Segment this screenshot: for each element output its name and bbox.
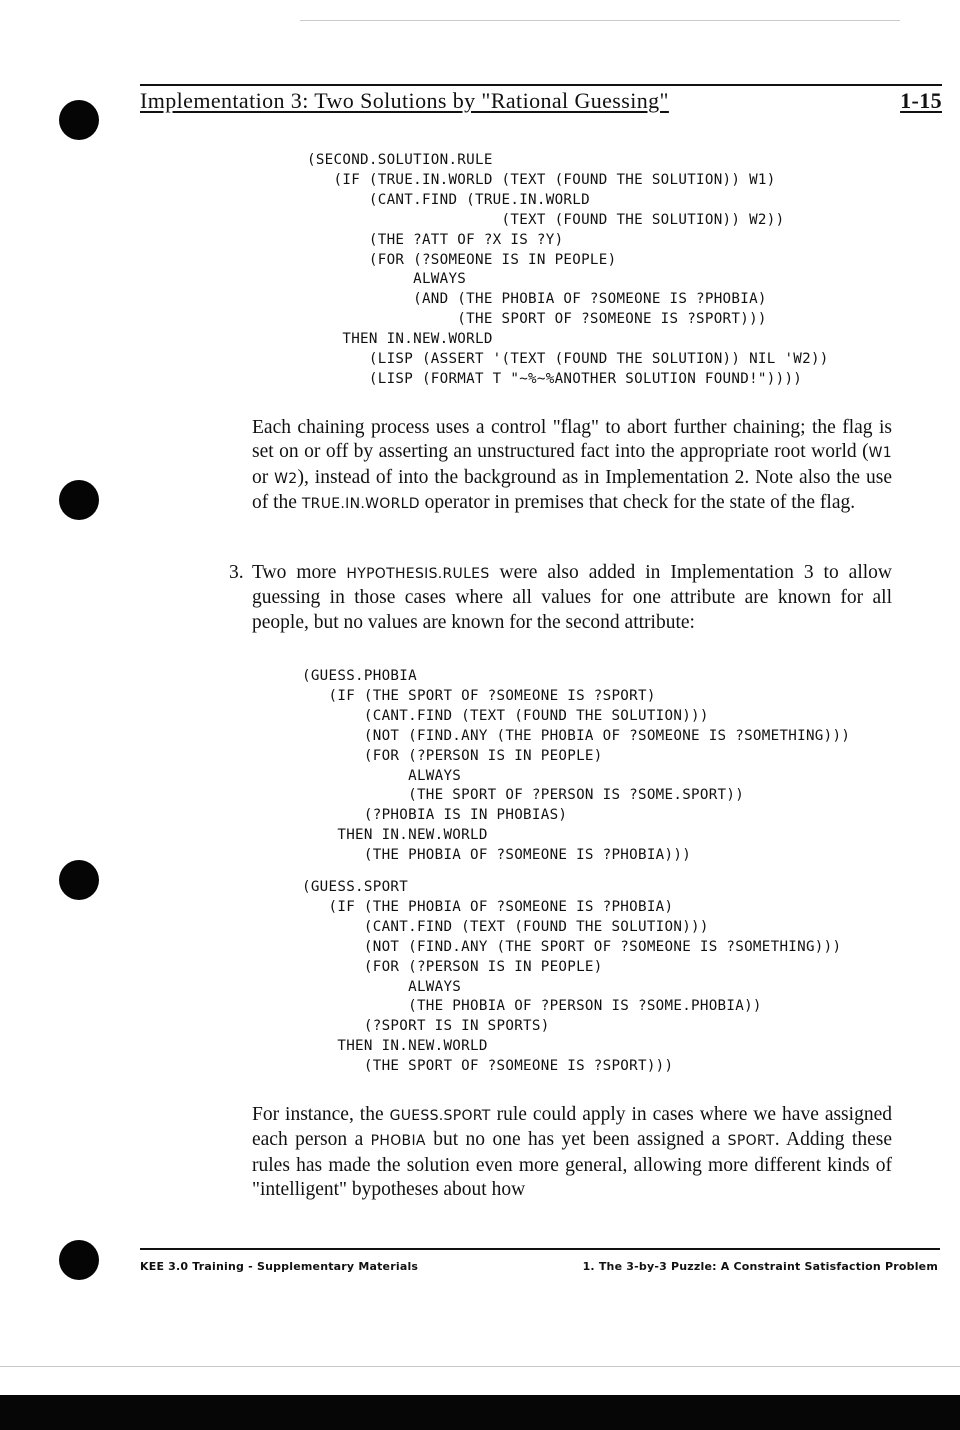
code-guess-phobia: (GUESS.PHOBIA (IF (THE SPORT OF ?SOMEONE IS ?SPORT) (CANT.FIND (TEXT (FOUND THE SOLUTION))) (NOT (FIND.ANY (THE PHOBIA OF ?SOMEONE IS ?SOMETHING))) (FOR (?PERSON IS IN PEOPLE) ALWAYS (THE SPORT OF ?PERSON IS ?SOME.SPORT)) (?PHOBIA IS IN PHOBIAS) THEN IN.NEW.WORLD (THE PHOBIA OF ?SOMEONE IS ?PHOBIA))) [302,668,851,864]
para1-text-3: ), instead of into the background as in Implementation 2. Note also the use of the [252,466,892,514]
item3-text-1: Two more [252,562,347,583]
binder-hole-4 [59,1240,99,1280]
guess-sport-term: GUESS.SPORT [389,1108,491,1124]
list-item-number: 3. [229,562,244,583]
para2-text-4: . Adding these rules has made the solution even more general, allowing more different kinds of "intelligent" bypotheses about how [252,1129,892,1201]
binder-hole-2 [59,480,99,520]
code-guess-sport: (GUESS.SPORT (IF (THE PHOBIA OF ?SOMEONE IS ?PHOBIA) (CANT.FIND (TEXT (FOUND THE SOLUTION))) (NOT (FIND.ANY (THE SPORT OF ?SOMEONE IS ?SOMETHING))) (FOR (?PERSON IS IN PEOPLE) ALWAYS (THE PHOBIA OF ?PERSON IS ?SOME.PHOBIA)) (?SPORT IS IN SPORTS) THEN IN.NEW.WORLD (THE SPORT OF ?SOMEONE IS ?SPORT))) [302,879,842,1075]
paragraph-flag-explanation [252,416,892,517]
code-second-solution-rule: (SECOND.SOLUTION.RULE (IF (TRUE.IN.WORLD (TEXT (FOUND THE SOLUTION)) W1) (CANT.FIND (TRUE.IN.WORLD (TEXT (FOUND THE SOLUTION)) W2)) (THE ?ATT OF ?X IS ?Y) (FOR (?SOMEONE IS IN PEOPLE) ALWAYS (AND (THE PHOBIA OF ?SOMEONE IS ?PHOBIA) (THE SPORT OF ?SOMEONE IS ?SPORT))) THEN IN.NEW.WORLD (LISP (ASSERT '(TEXT (FOUND THE SOLUTION)) NIL 'W2)) (LISP (FORMAT T "~%~%ANOTHER SOLUTION FOUND!")))) [307,152,829,387]
hypothesis-rules-term: HYPOTHESIS.RULES [346,566,490,582]
para2-text-3: but no one has yet been assigned a [425,1129,728,1151]
footer-rule [140,1248,940,1250]
world-w2-term: W2 [274,470,298,487]
para2-text-2: rule could apply in cases where we have assigned each person a [252,1104,892,1151]
page-title: Implementation 3: Two Solutions by "Rational Guessing" [140,88,669,113]
phobia-term: PHOBIA [370,1133,426,1150]
scan-noise-top [300,20,900,21]
binder-hole-3 [59,860,99,900]
sport-term: SPORT [727,1133,775,1150]
true-in-world-term: TRUE.IN.WORLD [301,496,420,513]
para1-text-2: or [252,466,275,488]
page-number: 1-15 [900,88,942,113]
para2-text-1: For instance, the [252,1104,390,1125]
scan-bottom-border [0,1395,960,1430]
paragraph-hypothesis-rules [252,561,892,635]
header-top-rule [140,84,942,86]
para1-text-4: operator in premises that check for the state of the flag. [419,492,856,514]
footer-right: 1. The 3-by-3 Puzzle: A Constraint Satisfaction Problem [582,1260,938,1273]
page-header [140,88,942,114]
item3-text-2: were also added in Implementation 3 to allow guessing in those cases where all values for one attribute are known for all people, but no values are known for the second attribute: [252,562,892,633]
paragraph-guess-sport-example [252,1103,892,1203]
world-w1-term: W1 [868,445,892,462]
binder-hole-1 [59,100,99,140]
scan-noise-bottom [0,1366,960,1367]
footer-left: KEE 3.0 Training - Supplementary Materials [140,1260,419,1273]
para1-text-1: Each chaining process uses a control "flag" to abort further chaining; the flag is set on or off by asserting an unstructured fact into the appropriate root world ( [252,417,892,463]
